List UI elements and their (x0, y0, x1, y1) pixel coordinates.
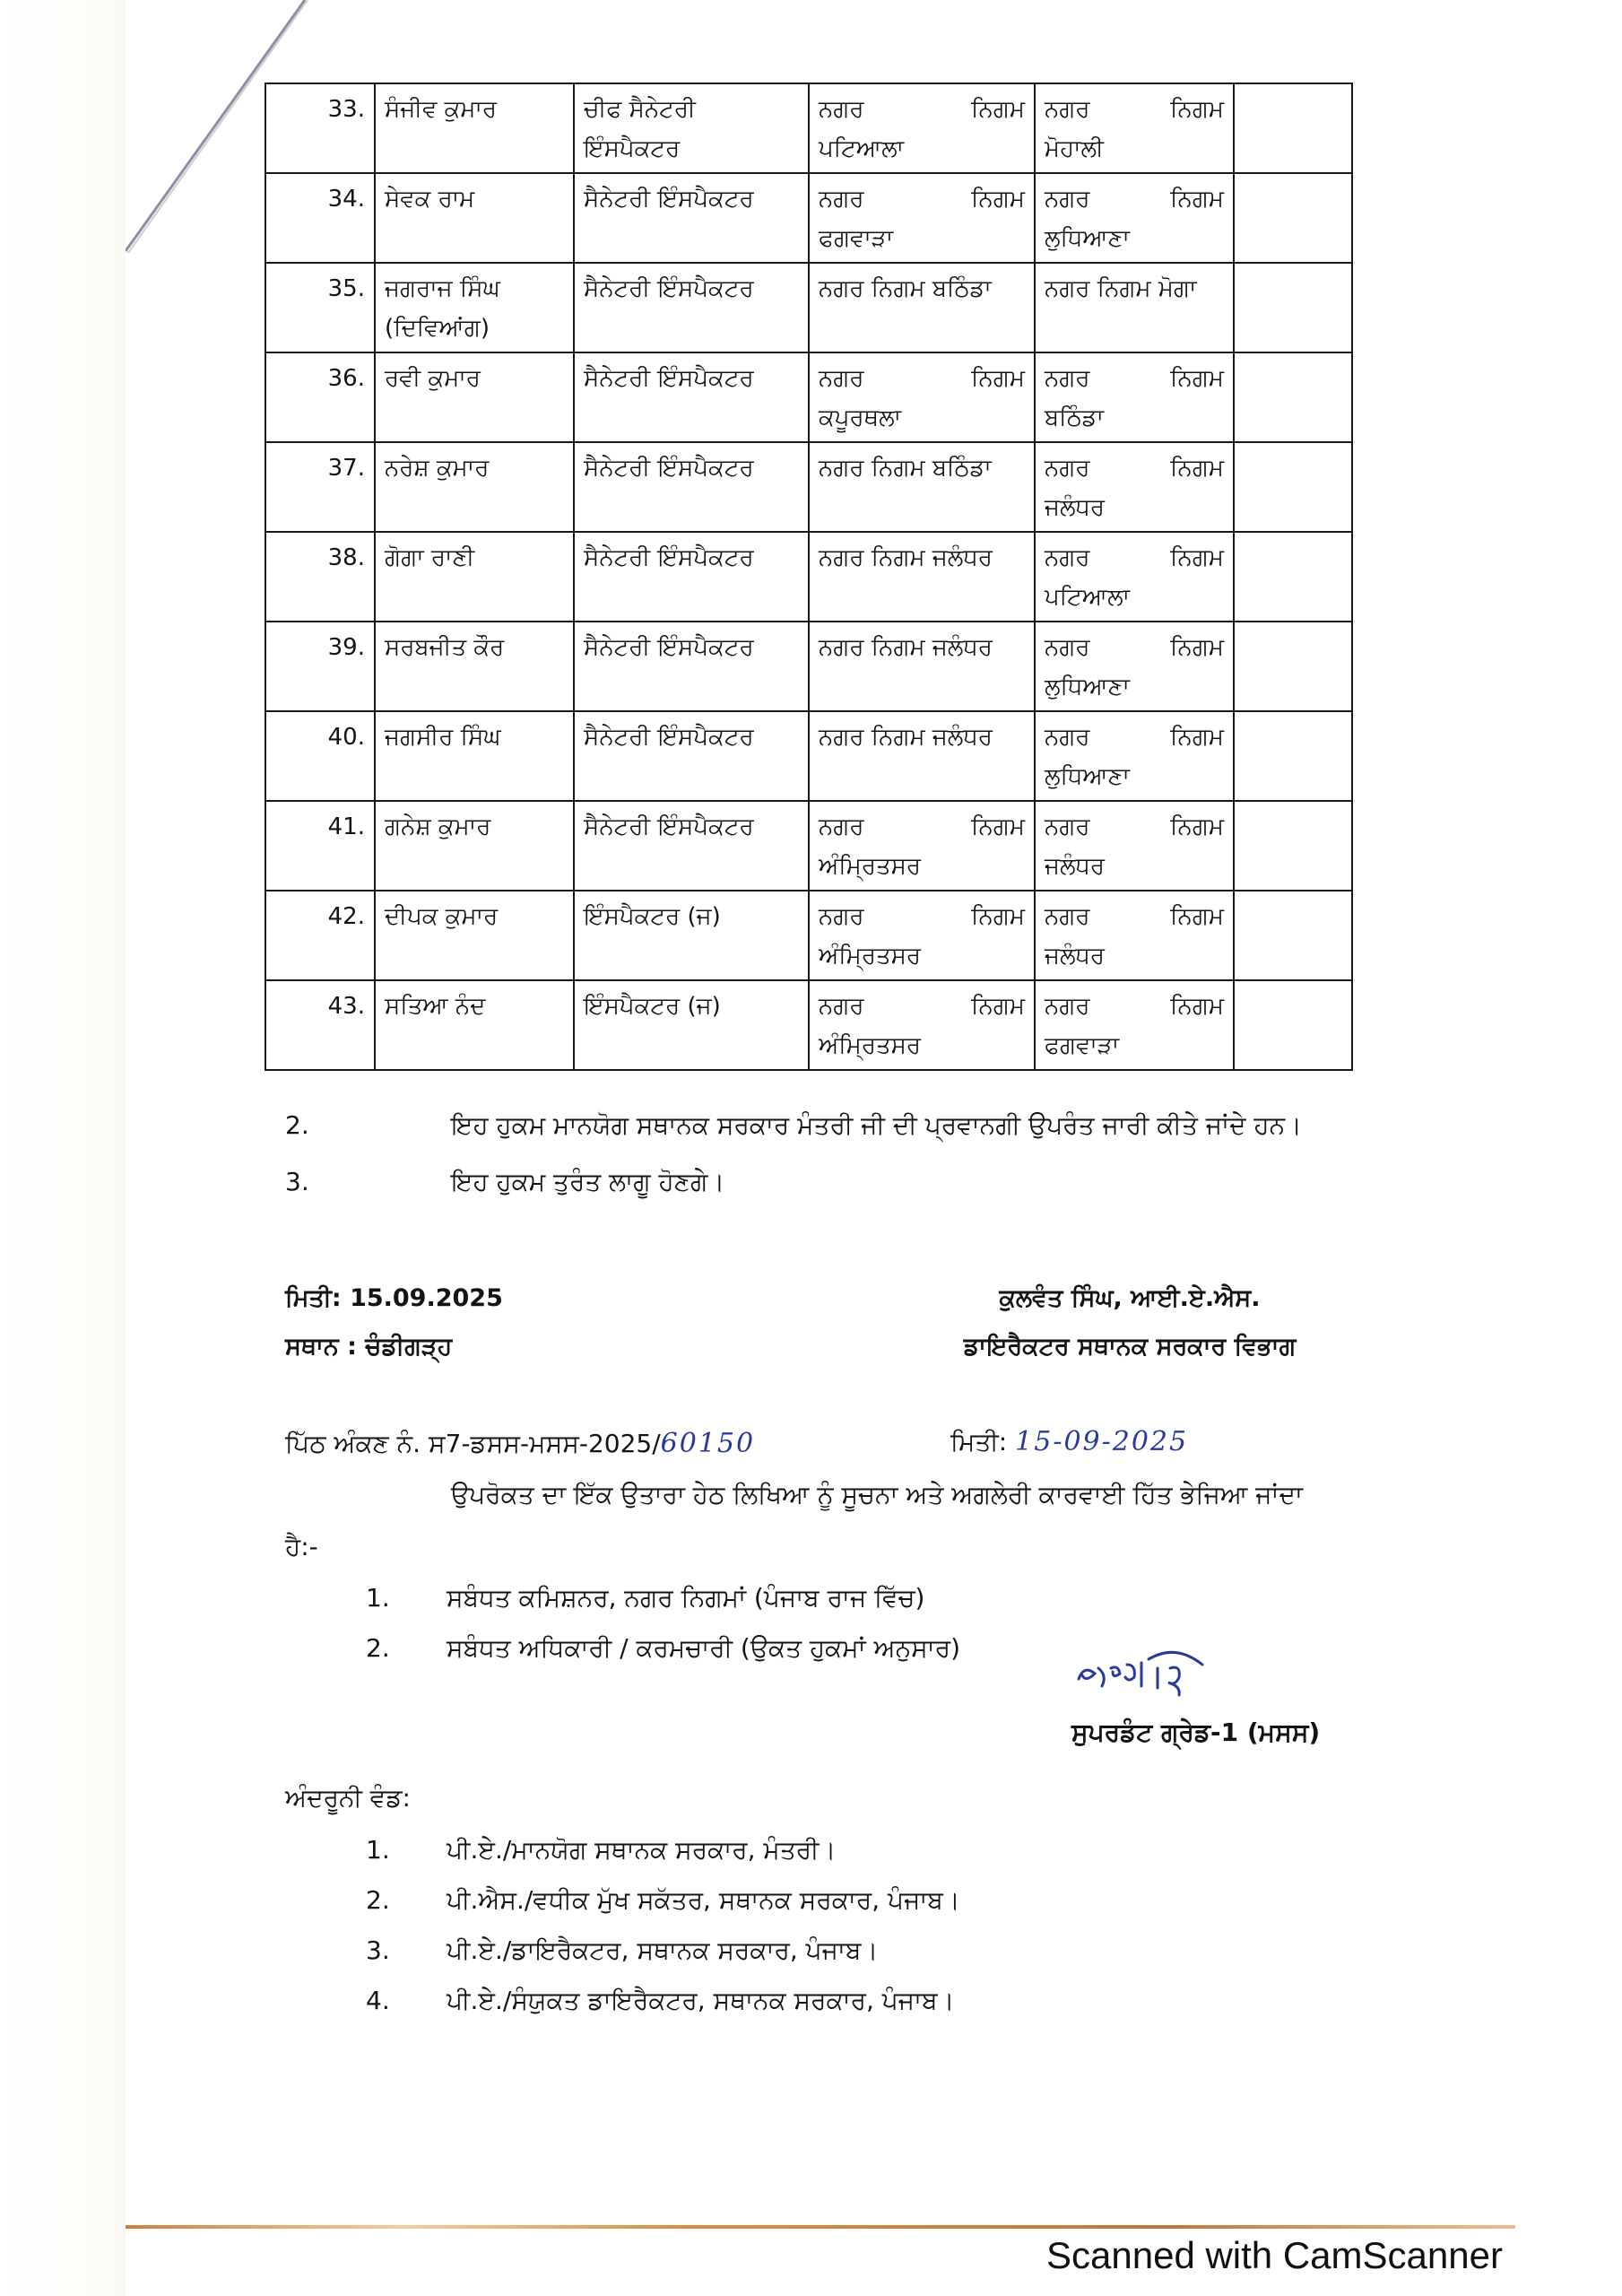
from-line: ਨਗਰ ਨਿਗਮ ਬਠਿੰਡਾ (819, 275, 992, 302)
employee-name: ਨਰੇਸ਼ ਕੁਮਾਰ (375, 442, 574, 532)
transfer-to (1035, 442, 1234, 532)
table-row (265, 442, 1352, 532)
table-row (265, 352, 1352, 442)
transfer-to (1035, 891, 1234, 980)
transfer-to (1035, 352, 1234, 442)
employee-name: ਸੰਜੀਵ ਕੁਮਾਰ (375, 83, 574, 173)
post-line: ਸੈਨੇਟਰੀ ਇੰਸਪੈਕਟਰ (584, 634, 754, 661)
table-row (265, 263, 1352, 352)
employee-post (574, 173, 809, 263)
from-line: ਨਗਰ ਨਿਗਮ (819, 903, 1025, 930)
table-row (265, 980, 1352, 1070)
employee-name: ਗੋਗਾ ਰਾਣੀ (375, 532, 574, 622)
from-line: ਨਗਰ ਨਿਗਮ ਬਠਿੰਡਾ (819, 455, 992, 482)
serial-number: 40. (265, 711, 375, 801)
employee-post (574, 711, 809, 801)
transfer-from (809, 622, 1035, 711)
transfer-to (1035, 980, 1234, 1070)
to-line: ਪਟਿਆਲਾ (1045, 584, 1131, 611)
transfer-from (809, 352, 1035, 442)
to-line: ਲੁਧਿਆਣਾ (1045, 225, 1130, 252)
employee-post (574, 352, 809, 442)
post-line: ਸੈਨੇਟਰੀ ਇੰਸਪੈਕਟਰ (584, 724, 754, 751)
internal-distribution-heading: ਅੰਦਰੂਨੀ ਵੰਡ: (285, 1783, 411, 1813)
employee-name: ਜਗਰਾਜ ਸਿੰਘ (ਦਿਵਿਆਂਗ) (375, 263, 574, 352)
endorsement-date (950, 1424, 1363, 1460)
transfer-table (265, 83, 1353, 1071)
serial-number: 42. (265, 891, 375, 980)
from-line: ਨਗਰ ਨਿਗਮ (819, 993, 1025, 1020)
transfer-from (809, 711, 1035, 801)
transfer-from (809, 532, 1035, 622)
from-line: ਨਗਰ ਨਿਗਮ (819, 813, 1025, 840)
transfer-to (1035, 622, 1234, 711)
list-item (366, 1983, 1262, 2033)
to-line: ਲੁਧਿਆਣਾ (1045, 674, 1130, 700)
to-line: ਜਲੰਧਰ (1045, 494, 1106, 521)
from-line: ਪਟਿਆਲਾ (819, 135, 905, 162)
list-item (366, 1883, 1262, 1933)
employee-post (574, 980, 809, 1070)
to-line: ਨਗਰ ਨਿਗਮ (1045, 634, 1224, 661)
remarks (1234, 801, 1352, 891)
item-number: 4. (366, 1986, 390, 2015)
serial-number: 35. (265, 263, 375, 352)
employee-post (574, 442, 809, 532)
from-line: ਨਗਰ ਨਿਗਮ (819, 96, 1025, 123)
employee-name: ਰਵੀ ਕੁਮਾਰ (375, 352, 574, 442)
paragraph-number: 2. (285, 1110, 309, 1140)
employee-post (574, 801, 809, 891)
to-line: ਨਗਰ ਨਿਗਮ (1045, 724, 1224, 751)
list-item (366, 1832, 1262, 1883)
from-line: ਨਗਰ ਨਿਗਮ ਜਲੰਧਰ (819, 634, 993, 661)
transfer-to (1035, 263, 1234, 352)
paragraph-text: ਇਹ ਹੁਕਮ ਮਾਨਯੋਗ ਸਥਾਨਕ ਸਰਕਾਰ ਮੰਤਰੀ ਜੀ ਦੀ ਪ੍ਰਵਾਨਗੀ ਉਪਰੰਤ ਜਾਰੀ ਕੀਤੇ ਜਾਂਦੇ ਹਨ। (451, 1110, 1302, 1140)
list-item (366, 1631, 1173, 1681)
to-line: ਨਗਰ ਨਿਗਮ (1045, 993, 1224, 1020)
item-number: 3. (366, 1935, 390, 1965)
item-text: ਪੀ.ਏ./ਡਾਇਰੈਕਟਰ, ਸਥਾਨਕ ਸਰਕਾਰ, ਪੰਜਾਬ। (447, 1935, 879, 1965)
to-line: ਬਠਿੰਡਾ (1045, 404, 1105, 431)
serial-number: 38. (265, 532, 375, 622)
paragraph-text: ਇਹ ਹੁਕਮ ਤੁਰੰਤ ਲਾਗੂ ਹੋਣਗੇ। (451, 1167, 725, 1196)
to-line: ਫਗਵਾੜਾ (1045, 1032, 1120, 1059)
item-text: ਪੀ.ਐਸ./ਵਧੀਕ ਮੁੱਖ ਸਕੱਤਰ, ਸਥਾਨਕ ਸਰਕਾਰ, ਪੰਜਾਬ। (447, 1885, 960, 1915)
handwritten-signature (1071, 1643, 1269, 1708)
from-line: ਅੰਮ੍ਰਿਤਸਰ (819, 853, 922, 880)
to-line: ਨਗਰ ਨਿਗਮ (1045, 544, 1224, 571)
post-line: ਸੈਨੇਟਰੀ ਇੰਸਪੈਕਟਰ (584, 455, 754, 482)
from-line: ਫਗਵਾੜਾ (819, 225, 894, 252)
remarks (1234, 622, 1352, 711)
remarks (1234, 352, 1352, 442)
table-row (265, 532, 1352, 622)
endorsement-intro: ਉਪਰੋਕਤ ਦਾ ਇੱਕ ਉਤਾਰਾ ਹੇਠ ਲਿਖਿਆ ਨੂੰ ਸੂਚਨਾ ਅਤੇ ਅਗਲੇਰੀ ਕਾਰਵਾਈ ਹਿੱਤ ਭੇਜਿਆ ਜਾਂਦਾ (451, 1480, 1303, 1509)
post-line: ਇੰਸਪੈਕਟਰ (ਜ) (584, 903, 721, 930)
from-line: ਨਗਰ ਨਿਗਮ ਜਲੰਧਰ (819, 724, 993, 751)
transfer-from (809, 980, 1035, 1070)
remarks (1234, 891, 1352, 980)
serial-number: 37. (265, 442, 375, 532)
employee-post (574, 891, 809, 980)
to-line: ਲੁਧਿਆਣਾ (1045, 763, 1130, 790)
employee-post (574, 622, 809, 711)
serial-number: 43. (265, 980, 375, 1070)
transfer-from (809, 83, 1035, 173)
employee-post (574, 532, 809, 622)
transfer-to (1035, 173, 1234, 263)
transfer-from (809, 801, 1035, 891)
employee-name: ਸੇਵਕ ਰਾਮ (375, 173, 574, 263)
paper-edge-shade (0, 0, 126, 2296)
from-line: ਨਗਰ ਨਿਗਮ (819, 186, 1025, 213)
to-line: ਨਗਰ ਨਿਗਮ (1045, 813, 1224, 840)
employee-name: ਜਗਸੀਰ ਸਿੰਘ (375, 711, 574, 801)
transfer-to (1035, 83, 1234, 173)
remarks (1234, 711, 1352, 801)
table-row (265, 173, 1352, 263)
item-text: ਪੀ.ਏ./ਮਾਨਯੋਗ ਸਥਾਨਕ ਸਰਕਾਰ, ਮੰਤਰੀ। (447, 1835, 837, 1865)
remarks (1234, 980, 1352, 1070)
order-place: ਸਥਾਨ : ਚੰਡੀਗੜ੍ਹ (285, 1333, 453, 1361)
to-line: ਨਗਰ ਨਿਗਮ (1045, 903, 1224, 930)
employee-post (574, 83, 809, 173)
reference-label: ਪਿੱਠ ਅੰਕਣ ਨੰ. ਸ7-ਡਸਸ-ਮਸਸ-2025/ (285, 1429, 661, 1458)
date-label: ਮਿਤੀ: (950, 1427, 1008, 1457)
to-line: ਨਗਰ ਨਿਗਮ (1045, 186, 1224, 213)
post-line: ਸੈਨੇਟਰੀ ਇੰਸਪੈਕਟਰ (584, 186, 754, 213)
remarks (1234, 83, 1352, 173)
transfer-from (809, 891, 1035, 980)
item-text: ਸਬੰਧਤ ਅਧਿਕਾਰੀ / ਕਰਮਚਾਰੀ (ਉਕਤ ਹੁਕਮਾਂ ਅਨੁਸਾਰ) (447, 1633, 961, 1663)
item-number: 2. (366, 1633, 390, 1663)
date-handwritten: 15-09-2025 (1015, 1426, 1189, 1457)
to-line: ਮੋਹਾਲੀ (1045, 135, 1104, 162)
from-line: ਨਗਰ ਨਿਗਮ (819, 365, 1025, 392)
employee-name: ਸਤਿਆ ਨੰਦ (375, 980, 574, 1070)
employee-name: ਗਨੇਸ਼ ਕੁਮਾਰ (375, 801, 574, 891)
superintendent-title: ਸੁਪਰਡੰਟ ਗ੍ਰੇਡ-1 (ਮਸਸ) (1071, 1718, 1321, 1747)
table-row (265, 83, 1352, 173)
post-line: ਚੀਫ ਸੈਨੇਟਰੀ (584, 96, 696, 123)
recipients-list (366, 1580, 1173, 1681)
remarks (1234, 532, 1352, 622)
scan-page-edge (126, 2225, 1515, 2229)
to-line: ਨਗਰ ਨਿਗਮ (1045, 365, 1224, 392)
camscanner-watermark: Scanned with CamScanner (1046, 2234, 1503, 2276)
table-row (265, 801, 1352, 891)
item-number: 1. (366, 1583, 390, 1613)
remarks (1234, 442, 1352, 532)
from-line: ਨਗਰ ਨਿਗਮ ਜਲੰਧਰ (819, 544, 993, 571)
internal-distribution-list (366, 1832, 1262, 2033)
signatory-title: ਡਾਇਰੈਕਟਰ ਸਥਾਨਕ ਸਰਕਾਰ ਵਿਭਾਗ (963, 1333, 1297, 1361)
item-text: ਸਬੰਧਤ ਕਮਿਸ਼ਨਰ, ਨਗਰ ਨਿਗਮਾਂ (ਪੰਜਾਬ ਰਾਜ ਵਿੱਚ) (447, 1583, 925, 1613)
serial-number: 33. (265, 83, 375, 173)
post-line: ਸੈਨੇਟਰੀ ਇੰਸਪੈਕਟਰ (584, 365, 754, 392)
post-line: ਸੈਨੇਟਰੀ ਇੰਸਪੈਕਟਰ (584, 275, 754, 302)
signatory-name: ਕੁਲਵੰਤ ਸਿੰਘ, ਆਈ.ਏ.ਐਸ. (999, 1284, 1261, 1312)
item-text: ਪੀ.ਏ./ਸੰਯੁਕਤ ਡਾਇਰੈਕਟਰ, ਸਥਾਨਕ ਸਰਕਾਰ, ਪੰਜਾਬ। (447, 1986, 955, 2015)
remarks (1234, 173, 1352, 263)
employee-name: ਸਰਬਜੀਤ ਕੌਰ (375, 622, 574, 711)
paragraph-number: 3. (285, 1167, 309, 1196)
serial-number: 39. (265, 622, 375, 711)
post-line: ਸੈਨੇਟਰੀ ਇੰਸਪੈਕਟਰ (584, 813, 754, 840)
employee-post (574, 263, 809, 352)
item-number: 2. (366, 1885, 390, 1915)
employee-name: ਦੀਪਕ ਕੁਮਾਰ (375, 891, 574, 980)
list-item (366, 1933, 1262, 1983)
item-number: 1. (366, 1835, 390, 1865)
to-line: ਨਗਰ ਨਿਗਮ (1045, 96, 1224, 123)
endorsement-intro-end: ਹੈ:- (285, 1532, 318, 1561)
transfer-from (809, 263, 1035, 352)
serial-number: 36. (265, 352, 375, 442)
from-line: ਕਪੂਰਥਲਾ (819, 404, 902, 431)
post-line: ਸੈਨੇਟਰੀ ਇੰਸਪੈਕਟਰ (584, 544, 754, 571)
order-date: ਮਿਤੀ: 15.09.2025 (285, 1284, 503, 1312)
table-row (265, 622, 1352, 711)
to-line: ਜਲੰਧਰ (1045, 853, 1106, 880)
transfer-from (809, 173, 1035, 263)
endorsement-reference (285, 1426, 913, 1462)
remarks (1234, 263, 1352, 352)
reference-number-handwritten: 60150 (660, 1428, 756, 1459)
list-item (366, 1580, 1173, 1631)
from-line: ਅੰਮ੍ਰਿਤਸਰ (819, 943, 922, 970)
table-row (265, 711, 1352, 801)
serial-number: 34. (265, 173, 375, 263)
post-line: ਇੰਸਪੈਕਟਰ (ਜ) (584, 993, 721, 1020)
transfer-to (1035, 801, 1234, 891)
to-line: ਜਲੰਧਰ (1045, 943, 1106, 970)
to-line: ਨਗਰ ਨਿਗਮ (1045, 455, 1224, 482)
transfer-from (809, 442, 1035, 532)
transfer-to (1035, 532, 1234, 622)
serial-number: 41. (265, 801, 375, 891)
post-line: ਇੰਸਪੈਕਟਰ (584, 135, 681, 162)
transfer-to (1035, 711, 1234, 801)
to-line: ਨਗਰ ਨਿਗਮ ਮੋਗਾ (1045, 275, 1197, 302)
from-line: ਅੰਮ੍ਰਿਤਸਰ (819, 1032, 922, 1059)
table-row (265, 891, 1352, 980)
